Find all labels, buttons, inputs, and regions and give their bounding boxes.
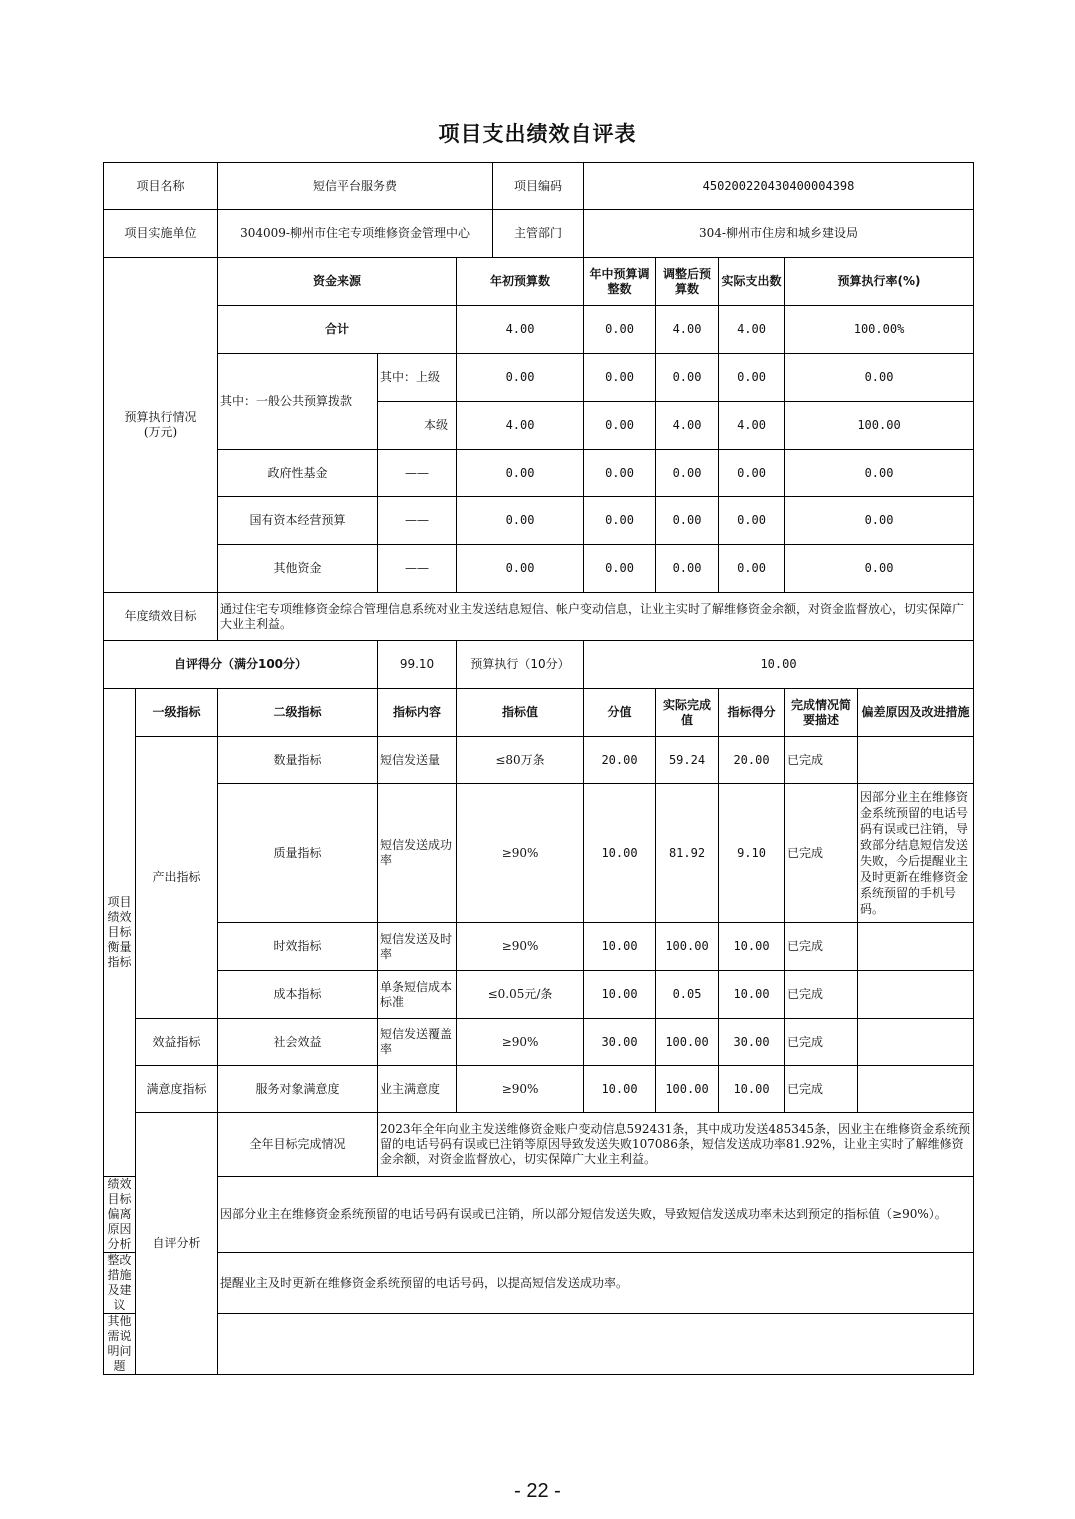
indicator-status: 已完成 [785, 1066, 858, 1113]
indicator-actual: 100.00 [656, 1066, 719, 1113]
budget-section-label [104, 258, 218, 593]
indicator-score: 30.00 [719, 1019, 785, 1066]
header-level1: 一级指标 [136, 689, 218, 737]
indicator-score: 20.00 [719, 737, 785, 784]
budget-exec-label: 预算执行（10分） [457, 641, 584, 689]
indicator-target: ≤0.05元/条 [457, 971, 584, 1019]
budget-other-row [104, 497, 974, 545]
other-rate: 0.00 [785, 497, 974, 545]
header-reason: 偏差原因及改进措施 [858, 689, 974, 737]
indicator-score: 10.00 [719, 1066, 785, 1113]
project-code-label: 项目编码 [493, 163, 584, 210]
header-score: 指标得分 [719, 689, 785, 737]
other-dash: —— [378, 450, 457, 497]
project-code-value: 450200220430400004398 [584, 163, 974, 210]
analysis-text: 因部分业主在维修资金系统预留的电话号码有误或已注销，所以部分短信发送失败，导致短信发送成功率未达到预定的指标值（≥90%）。 [218, 1177, 974, 1253]
indicator-actual: 100.00 [656, 923, 719, 971]
analysis-text: 2023年全年向业主发送维修资金账户变动信息592431条，其中成功发送485345条，因业主在维修资金系统预留的电话号码有误或已注销等原因导致发送失败107086条，短信发送成功率81.92%，让业主实时了解维修资金余额，对资金监督放心，切实保障广大业主利益。 [378, 1113, 974, 1177]
local-midyear: 0.00 [584, 402, 656, 450]
budget-upper-row [104, 354, 974, 402]
indicator-content: 短信发送量 [378, 737, 457, 784]
indicator-actual: 81.92 [656, 784, 719, 923]
indicator-row [104, 1019, 974, 1066]
upper-actual: 0.00 [719, 354, 785, 402]
indicator-level2: 质量指标 [218, 784, 378, 923]
indicator-content: 单条短信成本标准 [378, 971, 457, 1019]
indicator-actual: 100.00 [656, 1019, 719, 1066]
upper-adjusted: 0.00 [656, 354, 719, 402]
indicator-level2: 成本指标 [218, 971, 378, 1019]
other-initial: 0.00 [457, 450, 584, 497]
budget-other-row [104, 450, 974, 497]
budget-section-unit: (万元) [143, 425, 178, 439]
analysis-row [104, 1177, 974, 1253]
project-unit-row [104, 210, 974, 258]
analysis-text [218, 1314, 974, 1375]
indicator-status: 已完成 [785, 923, 858, 971]
indicator-actual: 0.05 [656, 971, 719, 1019]
project-dept-value: 304-柳州市住房和城乡建设局 [584, 210, 974, 258]
indicator-target: ≤80万条 [457, 737, 584, 784]
evaluation-form [103, 162, 974, 1375]
header-weight: 分值 [584, 689, 656, 737]
indicator-target: ≥90% [457, 1066, 584, 1113]
indicator-content: 短信发送覆盖率 [378, 1019, 457, 1066]
indicator-reason [858, 923, 974, 971]
other-initial: 0.00 [457, 497, 584, 545]
analysis-section-label: 自评分析 [136, 1113, 218, 1375]
indicator-row [104, 971, 974, 1019]
upper-rate: 0.00 [785, 354, 974, 402]
satisfaction-indicator-label: 满意度指标 [136, 1066, 218, 1113]
indicator-content: 短信发送成功率 [378, 784, 457, 923]
header-actual-value: 实际完成值 [656, 689, 719, 737]
indicator-section-label: 项目绩效目标衡量指标 [104, 689, 136, 1177]
budget-header-row [104, 258, 974, 306]
other-actual: 0.00 [719, 545, 785, 593]
indicator-row [104, 784, 974, 923]
indicator-weight: 10.00 [584, 971, 656, 1019]
general-budget-label: 其中：一般公共预算拨款 [218, 354, 378, 450]
other-midyear: 0.00 [584, 497, 656, 545]
project-name-row [104, 163, 974, 210]
total-actual: 4.00 [719, 306, 785, 354]
other-rate: 0.00 [785, 450, 974, 497]
project-name-label: 项目名称 [104, 163, 218, 210]
indicator-weight: 10.00 [584, 784, 656, 923]
indicator-content: 短信发送及时率 [378, 923, 457, 971]
header-adjusted: 调整后预算数 [656, 258, 719, 306]
indicator-reason [858, 1066, 974, 1113]
goal-row [104, 593, 974, 641]
project-unit-label: 项目实施单位 [104, 210, 218, 258]
header-target: 指标值 [457, 689, 584, 737]
indicator-target: ≥90% [457, 923, 584, 971]
indicator-level2: 数量指标 [218, 737, 378, 784]
header-initial: 年初预算数 [457, 258, 584, 306]
analysis-label: 全年目标完成情况 [218, 1113, 378, 1177]
header-rate: 预算执行率(%) [785, 258, 974, 306]
analysis-label: 绩效目标偏离原因分析 [104, 1177, 136, 1253]
indicator-reason [858, 737, 974, 784]
total-adjusted: 4.00 [656, 306, 719, 354]
local-label: 本级 [378, 402, 457, 450]
indicator-weight: 10.00 [584, 1066, 656, 1113]
indicator-level2: 时效指标 [218, 923, 378, 971]
budget-total-row [104, 306, 974, 354]
other-actual: 0.00 [719, 450, 785, 497]
indicator-score: 10.00 [719, 971, 785, 1019]
total-midyear: 0.00 [584, 306, 656, 354]
goal-text: 通过住宅专项维修资金综合管理信息系统对业主发送结息短信、帐户变动信息，让业主实时了解维修资金余额，对资金监督放心，切实保障广大业主利益。 [218, 593, 974, 641]
budget-exec-value: 10.00 [584, 641, 974, 689]
other-initial: 0.00 [457, 545, 584, 593]
other-adjusted: 0.00 [656, 450, 719, 497]
upper-label: 其中：上级 [378, 354, 457, 402]
budget-other-row [104, 545, 974, 593]
header-midyear: 年中预算调整数 [584, 258, 656, 306]
other-midyear: 0.00 [584, 450, 656, 497]
upper-midyear: 0.00 [584, 354, 656, 402]
other-adjusted: 0.00 [656, 497, 719, 545]
page-title: 项目支出绩效自评表 [438, 122, 637, 146]
indicator-row [104, 923, 974, 971]
analysis-row [104, 1253, 974, 1314]
indicator-reason [858, 971, 974, 1019]
page-number: - 22 - [514, 1480, 561, 1502]
indicator-status: 已完成 [785, 1019, 858, 1066]
local-adjusted: 4.00 [656, 402, 719, 450]
other-actual: 0.00 [719, 497, 785, 545]
local-rate: 100.00 [785, 402, 974, 450]
other-label: 政府性基金 [218, 450, 378, 497]
local-actual: 4.00 [719, 402, 785, 450]
header-source: 资金来源 [218, 258, 457, 306]
other-midyear: 0.00 [584, 545, 656, 593]
indicator-row [104, 737, 974, 784]
indicator-content: 业主满意度 [378, 1066, 457, 1113]
indicator-target: ≥90% [457, 784, 584, 923]
indicator-level2: 社会效益 [218, 1019, 378, 1066]
header-content: 指标内容 [378, 689, 457, 737]
analysis-row [104, 1314, 974, 1375]
indicator-weight: 10.00 [584, 923, 656, 971]
other-dash: —— [378, 497, 457, 545]
analysis-label: 整改措施及建议 [104, 1253, 136, 1314]
total-initial: 4.00 [457, 306, 584, 354]
other-rate: 0.00 [785, 545, 974, 593]
other-label: 国有资本经营预算 [218, 497, 378, 545]
analysis-text: 提醒业主及时更新在维修资金系统预留的电话号码，以提高短信发送成功率。 [218, 1253, 974, 1314]
indicator-row [104, 1066, 974, 1113]
output-indicator-label: 产出指标 [136, 737, 218, 1019]
goal-label: 年度绩效目标 [104, 593, 218, 641]
local-initial: 4.00 [457, 402, 584, 450]
indicator-status: 已完成 [785, 971, 858, 1019]
indicator-actual: 59.24 [656, 737, 719, 784]
upper-initial: 0.00 [457, 354, 584, 402]
project-unit-value: 304009-柳州市住宅专项维修资金管理中心 [218, 210, 493, 258]
score-row [104, 641, 974, 689]
benefit-indicator-label: 效益指标 [136, 1019, 218, 1066]
score-label: 自评得分（满分100分） [104, 641, 378, 689]
indicator-weight: 30.00 [584, 1019, 656, 1066]
indicator-status: 已完成 [785, 737, 858, 784]
indicator-reason [858, 1019, 974, 1066]
other-dash: —— [378, 545, 457, 593]
total-label: 合计 [218, 306, 457, 354]
indicator-level2: 服务对象满意度 [218, 1066, 378, 1113]
other-adjusted: 0.00 [656, 545, 719, 593]
indicator-header-row [104, 689, 974, 737]
header-status: 完成情况简要描述 [785, 689, 858, 737]
indicator-weight: 20.00 [584, 737, 656, 784]
header-actual: 实际支出数 [719, 258, 785, 306]
project-dept-label: 主管部门 [493, 210, 584, 258]
indicator-score: 10.00 [719, 923, 785, 971]
indicator-reason: 因部分业主在维修资金系统预留的电话号码有误或已注销，导致部分结息短信发送失败，今后提醒业主及时更新在维修资金系统预留的手机号码。 [858, 784, 974, 923]
analysis-row [104, 1113, 974, 1177]
analysis-label: 其他需说明问题 [104, 1314, 136, 1375]
project-name-value: 短信平台服务费 [218, 163, 493, 210]
indicator-status: 已完成 [785, 784, 858, 923]
header-level2: 二级指标 [218, 689, 378, 737]
indicator-target: ≥90% [457, 1019, 584, 1066]
score-value: 99.10 [378, 641, 457, 689]
budget-section-title: 预算执行情况 [124, 410, 197, 424]
other-label: 其他资金 [218, 545, 378, 593]
total-rate: 100.00% [785, 306, 974, 354]
indicator-score: 9.10 [719, 784, 785, 923]
